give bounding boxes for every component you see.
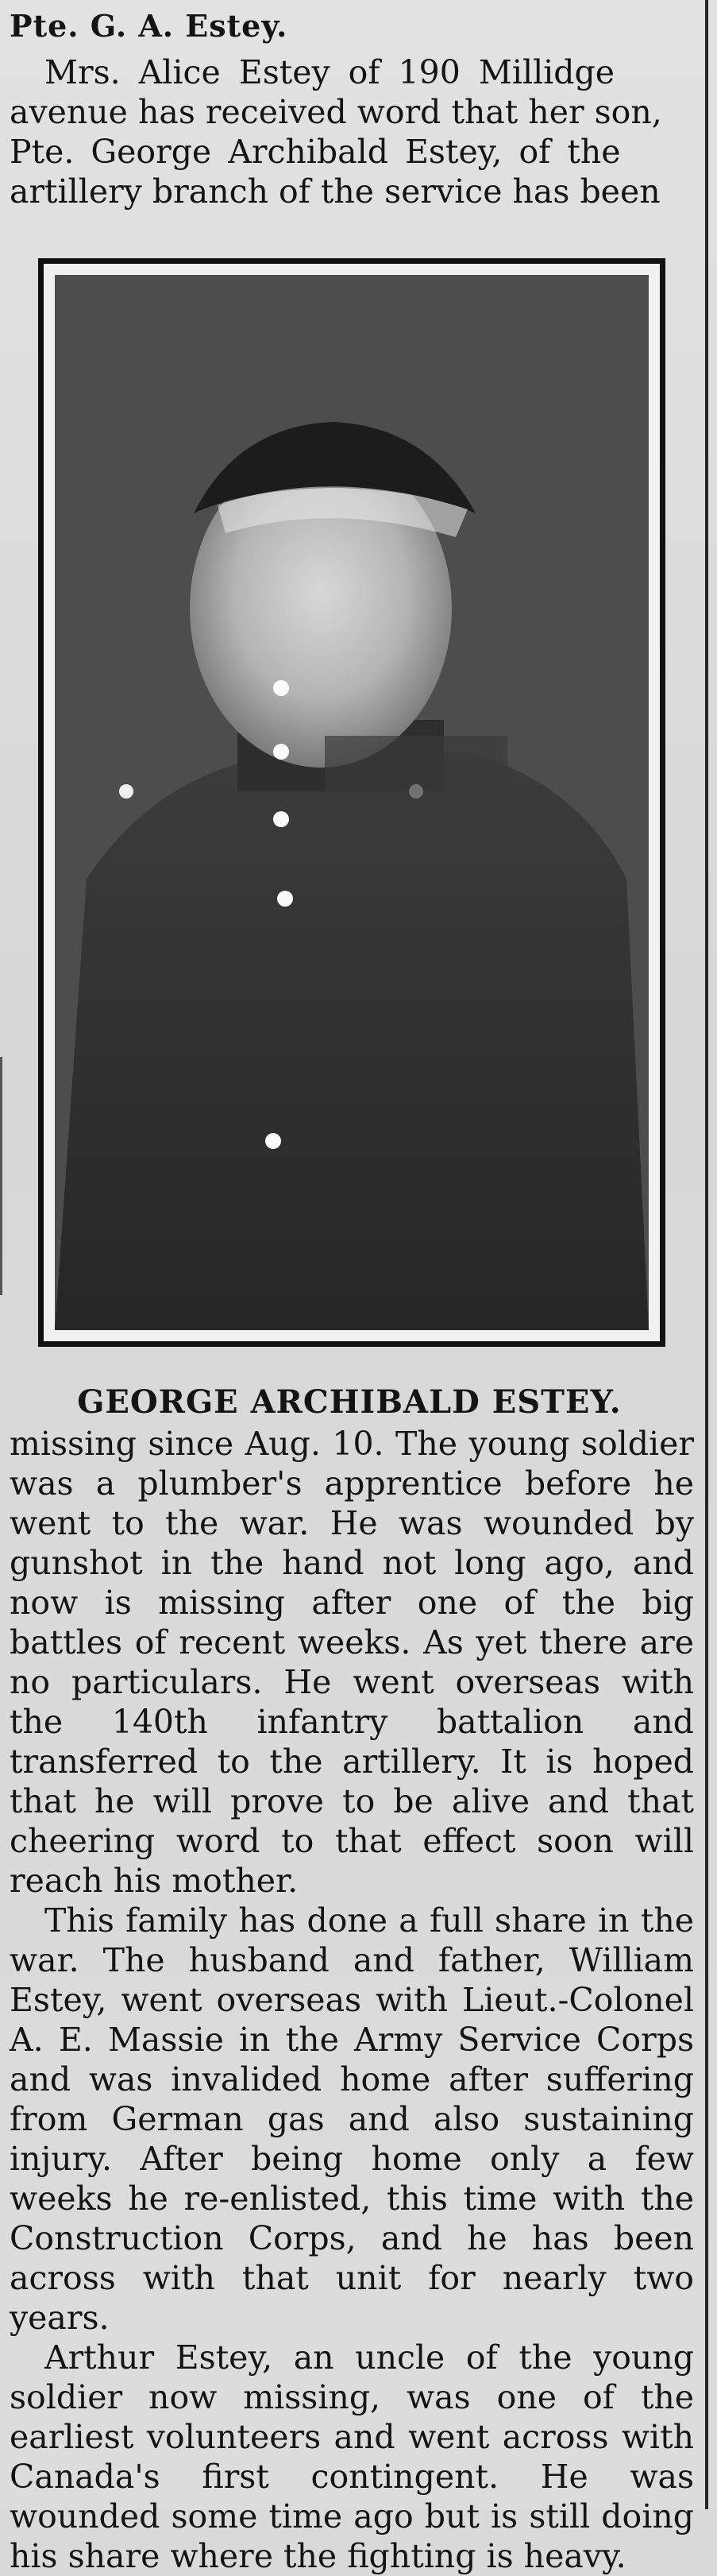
intro-line: avenue has received word that her son, [10,93,662,131]
photo-caption: GEORGE ARCHIBALD ESTEY. [77,1383,622,1421]
soldier-portrait-photo [55,275,649,1330]
body-paragraph: Arthur Estey, an uncle of the young soldier now missing, was one of the earliest volunteers and went across with Canada's first contingent. He was wounded some time ago but is still doing his share where the fighting is heavy. [10,2338,694,2575]
intro-line: artillery branch of the service has been [10,172,661,211]
intro-line: Pte. George Archibald Estey, of the [10,133,621,171]
intro-text [10,52,694,211]
intro-line: Mrs. Alice Estey of 190 Millidge [44,53,615,91]
article-heading: Pte. G. A. Estey. [10,8,288,44]
body-paragraph: missing since Aug. 10. The young soldier was a plumber's apprentice before he went to the war. He was wounded by gunshot in the hand not long ago, and now is missing after one of the big battles of recent weeks. As yet there are no particulars. He went overseas with the 140th infantry battalion and transferred to the artillery. It is hoped that he will prove to be alive and that cheering word to that effect soon will reach his mother. [10,1425,694,1900]
left-margin-mark [0,1057,2,1295]
portrait-photo-frame [38,258,665,1347]
body-paragraph: This family has done a full share in the war. The husband and father, William Estey, went overseas with Lieut.-Colonel A. E. Massie in the Army Service Corps and was invalided home after suffering from German gas and also sustaining injury. After being home only a few weeks he re-enlisted, this time with the Construction Corps, and he has been across with that unit for nearly two years. [10,1901,694,2337]
portrait-illustration [55,275,649,1330]
column-rule [705,0,708,2509]
article-body [10,1424,694,2576]
